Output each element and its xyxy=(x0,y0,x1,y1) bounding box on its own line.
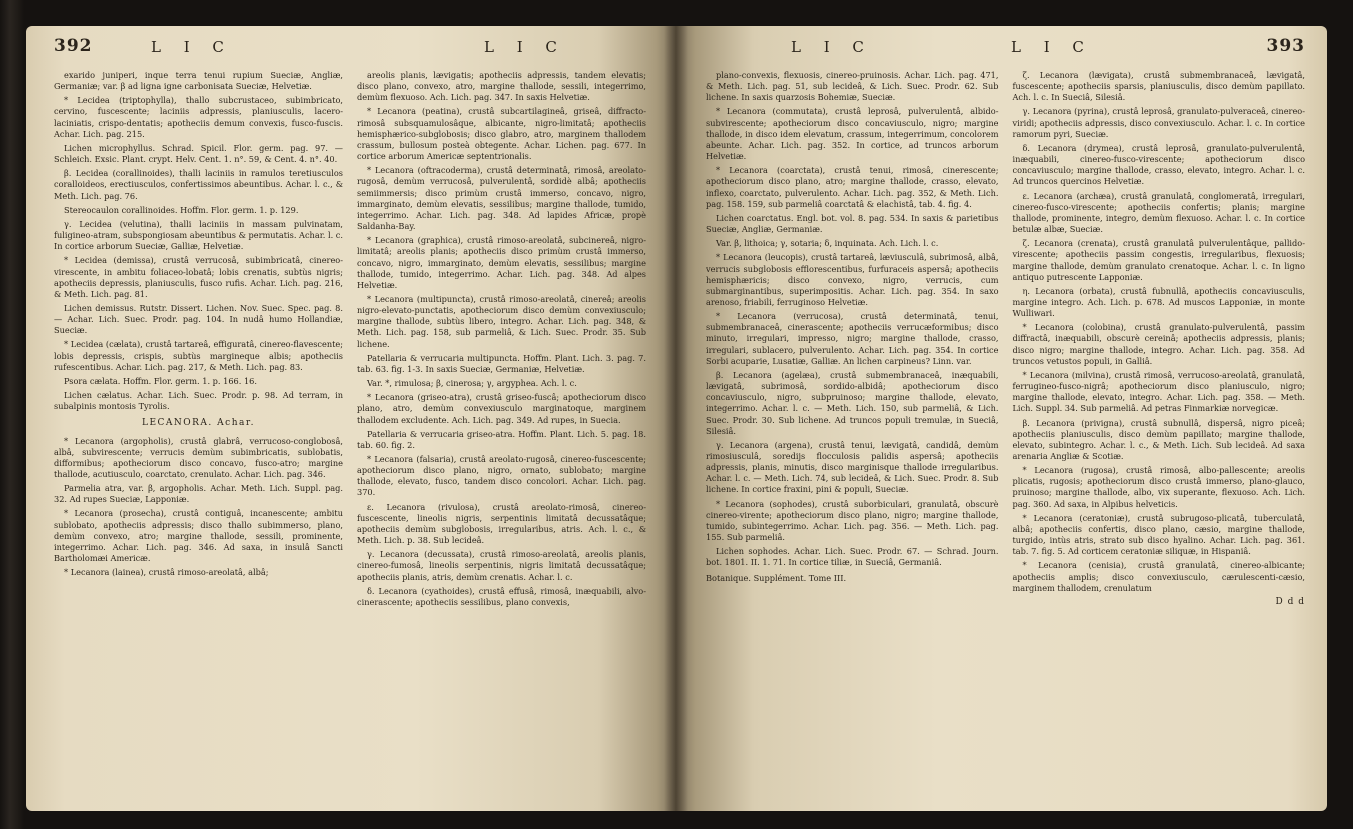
entry-paragraph: * Lecanora (argopholis), crustâ glabrâ, verrucoso-conglobosâ, albâ, subvirescente; verrucis demùm subimbricatis, sublobatis, difformibus; apotheciorum disco concavo, fusco-atro; margine thallode, acutiusculo, coarctato, crenulato. Achar. Lich. pag. 346. xyxy=(54,435,343,479)
entry-paragraph: Lichen microphyllus. Schrad. Spicil. Flor. germ. pag. 97. — Schleich. Exsic. Plant. crypt. Helv. Cent. 1. n°. 59, & Cent. 4. n°. 40. xyxy=(54,142,343,165)
entry-paragraph: Var. *, rimulosa; β, cinerosa; γ, argyphea. Ach. l. c. xyxy=(367,378,577,389)
entry-paragraph: Patellaria & verrucaria multipuncta. Hoffm. Plant. Lich. 3. pag. 7. tab. 63. fig. 1-3. In saxis Sueciæ, Germaniæ, Helvetiæ. xyxy=(357,352,646,374)
entry-paragraph: Botanique. Supplément. Tome III. xyxy=(706,572,847,583)
entry-paragraph: Stereocaulon corallinoides. Hoffm. Flor. germ. 1. p. 129. xyxy=(64,204,299,215)
right-page-number: 393 xyxy=(1266,36,1305,56)
entry-paragraph: * Lecanora (lainea), crustâ rimoso-areolatâ, albâ; xyxy=(64,567,269,578)
left-column-1 xyxy=(54,70,343,611)
entry-paragraph: * Lecanora (peatina), crustâ subcartilagineâ, griseâ, diffracto-rimosâ subsquamulosâque, albicante, nigro-limitatâ; apotheciis hemisphærico-subglobosis; disco glabro, atro, marginem thallodem crassum, bullosum posteà obtegente. Achar. Lichen. pag. 677. In cortice arborum Americæ septentrionalis. xyxy=(357,106,646,162)
entry-paragraph: LECANORA. Achar. xyxy=(141,418,256,429)
left-page xyxy=(26,26,676,811)
right-column-2 xyxy=(1013,70,1306,611)
entry-paragraph: ζ. Lecanora (crenata), crustâ granulatâ pulverulentâque, pallido-virescente; apotheciis passim congestis, irregularibus, flexuosis; margine thallode, demùm granulato crenatoque. Achar. l. c. In ligno antiquo putrescente Lapponiæ. xyxy=(1012,238,1305,282)
left-running-head-2: L I C xyxy=(484,38,566,56)
left-running-head-1: L I C xyxy=(151,38,233,56)
right-page xyxy=(676,26,1327,811)
entry-paragraph: Lichen coarctatus. Engl. bot. vol. 8. pag. 534. In saxis & parietibus Sueciæ, Angliæ, Germaniæ. xyxy=(706,212,999,235)
entry-paragraph: ε. Lecanora (archæa), crustâ granulatâ, conglomeratâ, irregulari, cinereo-fusco-virescente; apotheciis confertis; planis; margine thallode, prominente, integro, demùm flexuoso. Achar. l. c. In cortice betulæ albæ, Sueciæ. xyxy=(1012,190,1305,235)
entry-paragraph: * Lecanora (griseo-atra), crustâ griseo-fuscâ; apotheciorum disco plano, atro, demùm convexiusculo marginatoque, marginem thallodem excludente. Ach. Lich. pag. 349. Ad rupes, in Suecia. xyxy=(357,392,646,425)
entry-paragraph: areolis planis, lævigatis; apotheciis adpressis, tandem elevatis; disco plano, convexo, atro, margine thallode, sessili, integerrimo, demùm flexuoso. Ach. Lich. pag. 347. In saxis Helvetiæ. xyxy=(357,70,646,103)
entry-paragraph: Parmelia atra, var. β, argopholis. Achar. Meth. Lich. Suppl. pag. 32. Ad rupes Sueciæ, Lapponiæ. xyxy=(54,483,343,505)
entry-paragraph: * Lecanora (prosecha), crustâ contiguâ, incanescente; ambitu sublobato, apotheciis adpressis; disco thallo subimmerso, plano, demùm convexo, atro; margine thallode, sessili, prominente, integerrimo. Achar. Lich. pag. 346. Ad saxa, in insulâ Sancti Bartholomæi Americæ. xyxy=(54,508,343,564)
entry-paragraph: * Lecanora (leucopis), crustâ tartareâ, læviusculâ, subrimosâ, albâ, verrucis subglobosis efflorescentibus, furfuraceis aspersâ; apotheciis hemisphæricis; disco convexo, nigro, verrucis, cum submarginantibus, superimpositis. Achar. Lich. pag. 354. In saxo arenoso, friabili, ferruginoso Helvetiæ. xyxy=(706,252,999,307)
right-column-1 xyxy=(706,70,999,611)
entry-paragraph: Var. β, lithoica; γ, sotaria; δ, inquinata. Ach. Lich. l. c. xyxy=(716,238,939,249)
entry-paragraph: β. Lecanora (privigna), crustâ subnullâ, dispersâ, nigro piceâ; apotheciis planiusculis, disco demùm papillato; margine thallode, elevato, subintegro. Achar. l. c., & Meth. Lich. Sub lecideâ. Ad saxa arenaria Angliæ & Scotiæ. xyxy=(1012,417,1305,461)
entry-paragraph: * Lecanora (falsaria), crustâ areolato-rugosâ, cinereo-fuscescente; apotheciorum disco plano, nigro, ornato, sublobato; margine thallode, elevato, fusco, tandem disco concolori. Achar. Lich. pag. 370. xyxy=(357,454,646,498)
right-running-head-2: L I C xyxy=(1011,38,1093,56)
book-gutter xyxy=(664,26,688,811)
entry-paragraph: Lichen demissus. Rutstr. Dissert. Lichen. Nov. Suec. Spec. pag. 8. — Achar. Lich. Suec. Prodr. pag. 104. In nudâ humo Hollandiæ, Sueciæ. xyxy=(54,302,343,336)
entry-paragraph: δ. Lecanora (cyathoides), crustâ effusâ, rimosâ, inæquabili, alvo-cinerascente; apotheciis sessilibus, plano convexis, xyxy=(357,585,646,607)
entry-paragraph: * Lecanora (ceratoniæ), crustâ subrugoso-plicatâ, tuberculatâ, albâ; apotheciis confertis, disco plano, cæsio, margine thallode, turgido, intùs atris, strato sub disco hyalino. Achar. Lich. pag. 361. tab. 7. fig. 5. Ad corticem ceratoniæ siliquæ, in Hispaniâ. xyxy=(1012,512,1305,557)
entry-paragraph: * Lecidea (cælata), crustâ tartareâ, effiguratâ, cinereo-flavescente; lobis depressis, crispis, subtùs margineque albis; apotheciis rufescentibus. Achar. Lich. pag. 217, & Meth. Lich. pag. 83. xyxy=(54,339,343,372)
entry-paragraph: D d d xyxy=(1275,596,1305,607)
left-page-number: 392 xyxy=(54,36,93,56)
entry-paragraph: exarido juniperi, inque terra tenui rupium Sueciæ, Angliæ, Germaniæ; var. β ad ligna igne carbonisata Sueciæ, Helvetiæ. xyxy=(54,70,343,92)
entry-paragraph: * Lecanora (coarctata), crustâ tenui, rimosâ, cinerescente; apotheciorum disco plano, atro; margine thallode, crasso, elevato, inflexo, coarctato, pulverulento. Achar. Lich. pag. 352, & Meth. Lich. pag. 158. 159, sub parmeliâ coarctatâ & elachistâ, tab. 4. fig. 4. xyxy=(706,165,999,209)
right-running-head-1: L I C xyxy=(791,38,873,56)
entry-paragraph: ζ. Lecanora (lævigata), crustâ submembranaceâ, lævigatâ, fuscescente; apotheciis sparsis, planiusculis, disco demùm papillato. Ach. l. c. In Sueciâ, Silesiâ. xyxy=(1012,70,1305,103)
entry-paragraph: * Lecanora (milvina), crustâ rimosâ, verrucoso-areolatâ, granulatâ, ferrugineo-fusco-nigrâ; apotheciorum disco planiusculo, nigro; margine thallode, elevato, integro. Achar. Lich. pag. 358. — Meth. Lich. Suppl. 34. Sub parmeliâ. Ad petras Finmarkiæ norvegicæ. xyxy=(1012,369,1305,414)
entry-paragraph: β. Lecanora (agelæa), crustâ submembranaceâ, inæquabili, lævigatâ, subrimosâ, sordido-albidâ; apotheciorum disco concaviusculo, nigro, subpruinoso; margine thallode, elevato, integerrimo. Achar. l. c. — Meth. Lich. 150, sub parmeliâ, & Lich. Suec. Prodr. 30. Sub lichene. Ad truncos populi tremulæ, in Sueciâ, Silesiâ. xyxy=(706,369,999,436)
entry-paragraph: * Lecanora (oftracoderma), crustâ determinatâ, rimosâ, areolato-rugosâ, demùm verrucosâ, pulverulentâ, sordidè albâ; apotheciis semiimmersis; disco primùm crustâ immerso, concavo, nigro, immarginato, demùm elevatis, sessilibus; margine thallode, tumido, integerrimo. Achar. Lich. pag. 348. Ad lapides Africæ, propè Saldanha-Bay. xyxy=(357,165,646,232)
entry-paragraph: γ. Lecidea (velutina), thalli laciniis in massam pulvinatam, fuligineo-atram, subspongiosam abeuntibus & permutatis. Achar. l. c. In cortice arborum Sueciæ, Galliæ, Helvetiæ. xyxy=(54,218,343,252)
entry-paragraph: Patellaria & verrucaria griseo-atra. Hoffm. Plant. Lich. 5. pag. 18. tab. 60. fig. 2. xyxy=(357,428,646,450)
entry-paragraph: * Lecanora (sophodes), crustâ suborbiculari, granulatâ, obscurè cinereo-virente; apotheciorum disco plano, nigro; margine thallode, tumido, subintegerrimo. Achar. Lich. pag. 356. — Meth. Lich. pag. 155. Sub parmeliâ. xyxy=(706,498,999,543)
entry-paragraph: γ. Lecanora (pyrina), crustâ leprosâ, granulato-pulveraceâ, cinereo-viridi; apotheciis adpressis, disco convexiusculo. Achar. l. c. In cortice ramorum pyri, Sueciæ. xyxy=(1012,106,1305,139)
entry-paragraph: * Lecanora (cenisia), crustâ granulatâ, cinereo-albicante; apotheciis amplis; disco convexiusculo, cærulescenti-cæsio, marginem thallodem, crenulatum xyxy=(1012,560,1305,593)
entry-paragraph: δ. Lecanora (drymea), crustâ leprosâ, granulato-pulverulentâ, inæquabili, cinereo-fusco-virescente; apotheciorum disco concaviusculo; margine thallode, crasso, elevato, integro. Achar. l. c. Ad truncos quercinos Helvetiæ. xyxy=(1012,142,1305,187)
entry-paragraph: ε. Lecanora (rivulosa), crustâ areolato-rimosâ, cinereo-fuscescente, lineolis nigris, serpentinis limitatâ decussatâque; apotheciis demùm subglobosis, irregularibus, atris. Ach. l. c., & Meth. Lich. p. 38. Sub lecideâ. xyxy=(357,501,646,546)
entry-paragraph: * Lecanora (multipuncta), crustâ rimoso-areolatâ, cinereâ; areolis nigro-elevato-punctatis, apotheciorum disco demùm convexiusculo; margine thallode, subtùs libero, integro. Achar. Lich. pag. 348, & Meth. Lich. pag. 158, sub parmeliâ, & Lich. Suec. Prodr. 35. Sub lichene. xyxy=(357,293,646,349)
entry-paragraph: plano-convexis, flexuosis, cinereo-pruinosis. Achar. Lich. pag. 471, & Meth. Lich. pag. 51, sub lecideâ, & Lich. Suec. Prodr. 62. Sub lichene. In saxis quarzosis Bohemiæ, Sueciæ. xyxy=(706,70,999,103)
entry-paragraph: * Lecanora (rugosa), crustâ rimosâ, albo-pallescente; areolis plicatis, rugosis; apotheciorum disco crustâ immerso, plano-glauco, pruinoso; margine thallode, albo, vix superante, flexuoso. Ach. Lich. pag. 360. Ad saxa, in Alpibus helveticis. xyxy=(1012,465,1305,509)
entry-paragraph: γ. Lecanora (argena), crustâ tenui, lævigatâ, candidâ, demùm rimosiusculâ, soredijs flocculosis palidis aspersâ; apotheciis adpressis, planis, minutis, disco marginisque thallode irregularibus. Achar. l. c. — Meth. Lich. 74, sub lecideâ, & Lich. Suec. Prodr. 8. Sub lichene. In cortice fraxini, pini & populi, Sueciæ. xyxy=(706,439,999,495)
entry-paragraph: * Lecanora (colobina), crustâ granulato-pulverulentâ, passim diffractâ, inæquabili, obscurè cereinâ; apotheciis adpressis, planis; disco nigro; margine thallode, integro. Achar. Lich. pag. 358. Ad truncos vetustos populi, in Galliâ. xyxy=(1012,322,1305,366)
entry-paragraph: * Lecanora (graphica), crustâ rimoso-areolatâ, subcinereâ, nigro-limitatâ; areolis planis; apotheciis disco primùm crustâ immerso, concavo, nigro, immarginato, demùm elevatis, sessilibus; margine thallode, tumido, integerrimo. Achar. Lich. pag. 348. Ad alpes Helvetiæ. xyxy=(357,235,646,290)
entry-paragraph: Psora cælata. Hoffm. Flor. germ. 1. p. 166. 16. xyxy=(64,375,257,386)
entry-paragraph: γ. Lecanora (decussata), crustâ rimoso-areolatâ, areolis planis, cinereo-fumosâ, lineolis serpentinis, nigris limitatâ decussatâque; apotheciis planis, atris, demùm crenatis. Achar. l. c. xyxy=(357,549,646,582)
entry-paragraph: * Lecidea (demissa), crustâ verrucosâ, subimbricatâ, cinereo-virescente, in ambitu foliaceo-lobatâ; lobis crenatis, subtùs nigris; apotheciis depressis, planiusculis, fusco rufis. Achar. Lich. pag. 216, & Meth. Lich. pag. 81. xyxy=(54,255,343,299)
entry-paragraph: Lichen cælatus. Achar. Lich. Suec. Prodr. p. 98. Ad terram, in subalpinis montosis Tyrolis. xyxy=(54,390,343,412)
entry-paragraph: β. Lecidea (corallinoides), thalli laciniis in ramulos teretiusculos coralloideos, erectiusculos, confertissimos abeuntibus. Achar. l. c., & Meth. Lich. pag. 76. xyxy=(54,168,343,201)
entry-paragraph: * Lecanora (commutata), crustâ leprosâ, pulverulentâ, albido-subvirescente; apotheciorum disco concaviusculo, nigro; margine thallode, in disco idem elevatum, crassum, integerrimum, concolorem abeunte. Achar. Lich. pag. 352. In cortice, ad truncos arborum Helvetiæ. xyxy=(706,106,999,162)
entry-paragraph: * Lecidea (triptophylla), thallo subcrustaceo, subimbricato, cervino, fuscescente; laciniis adpressis, planiusculis, lacero-laciniatis, crispo-dentatis; apotheciis demum convexis, fusco-fuscis. Achar. Lich. pag. 215. xyxy=(54,95,343,139)
entry-paragraph: * Lecanora (verrucosa), crustâ determinatâ, tenui, submembranaceâ, cinerascente; apotheciis verrucæformibus; disco minuto, irregulari, impresso, nigro; margine thallode, crasso, irregulari, sublacero, pulverulento. Achar. Lich. pag. 354. In cortice Sorbi acuparie, Lusatiæ, Galliæ. An lichen carpineus? Linn. var. xyxy=(706,311,999,366)
entry-paragraph: Lichen sophodes. Achar. Lich. Suec. Prodr. 67. — Schrad. Journ. bot. 1801. II. 1. 71. In cortice tiliæ, in Sueciâ, Germaniâ. xyxy=(706,546,999,568)
entry-paragraph: η. Lecanora (orbata), crustâ fubnullâ, apotheciis concaviusculis, margine integro. Ach. Lich. p. 678. Ad muscos Lapponiæ, in monte Wulliwari. xyxy=(1012,285,1305,319)
left-column-2 xyxy=(357,70,646,611)
